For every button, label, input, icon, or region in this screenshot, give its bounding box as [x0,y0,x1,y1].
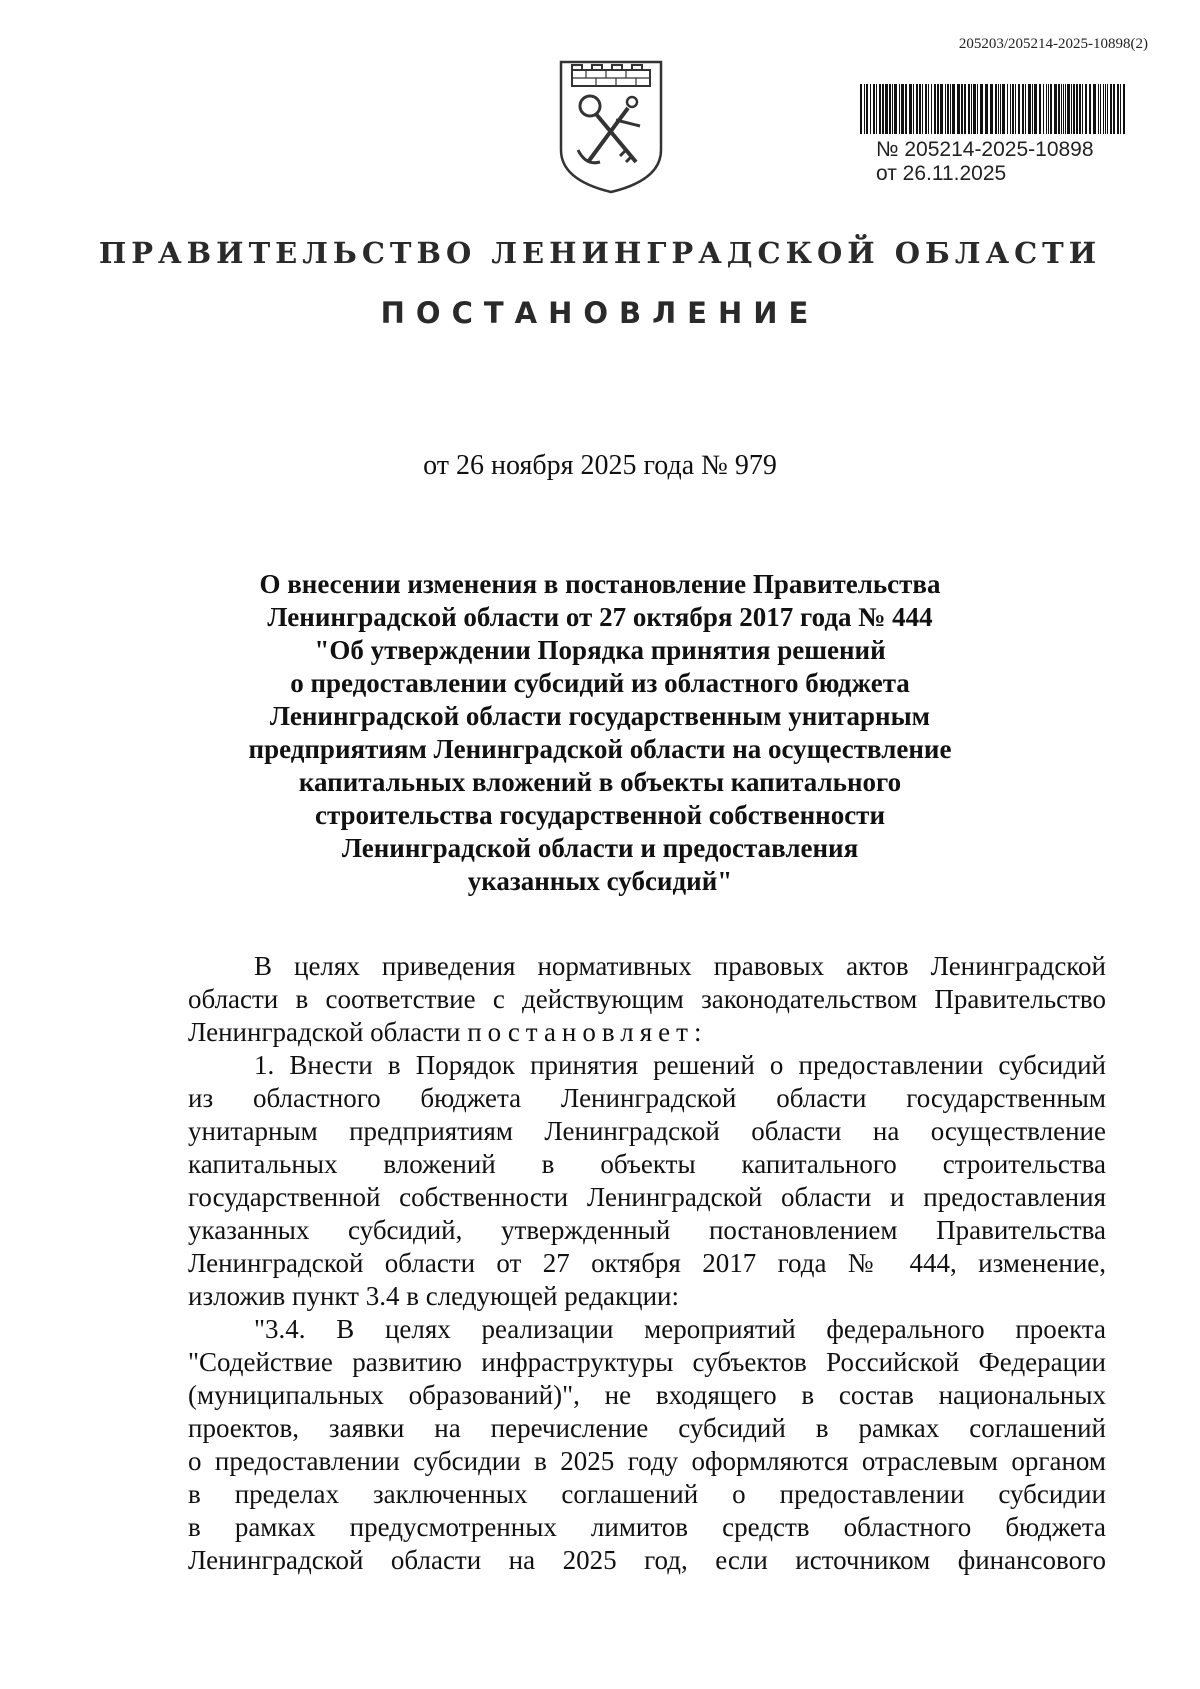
body-line: "3.4. В целях реализации мероприятий федерального проекта [254,1314,1106,1344]
barcode-bar [934,84,936,134]
heading-line: О внесении изменения в постановление Правительства [259,569,941,599]
barcode-bar [864,84,865,134]
barcode-bar [950,84,951,134]
decree-operative-word: постановляет: [467,1017,708,1047]
heading-line: предприятиям Ленинградской области на осуществление [248,734,952,764]
barcode-bar [1058,84,1060,134]
barcode-bar [873,84,875,134]
barcode-bar [1079,84,1081,134]
barcode-bar [1105,84,1106,134]
barcode-bar [1093,84,1096,134]
barcode-bar [870,84,871,134]
body-line: в рамках предусмотренных лимитов средств областного бюджета [188,1512,1106,1542]
barcode-bar [1071,84,1072,134]
barcode-bar [947,84,949,134]
barcode-bar [1039,84,1041,134]
barcode-bar [995,84,997,134]
body-line: указанных субсидий, утвержденный постановлением Правительства [188,1215,1106,1245]
barcode-bar [928,84,929,134]
body-line: Ленинградской области от 27 октября 2017 года № 444, изменение, [188,1248,1106,1278]
barcode-bar [1073,84,1075,134]
body-line: государственной собственности Ленинградской области и предоставления [188,1182,1106,1212]
barcode-bar [1002,84,1005,134]
barcode-bar [1054,84,1057,134]
barcode-bar [894,84,897,134]
barcode-bar [1089,84,1091,134]
barcode-bar [971,84,972,134]
barcode-bar [1100,84,1101,134]
barcode-bar [1000,84,1001,134]
barcode-bar [1050,84,1052,134]
barcode-bar [1065,84,1066,134]
barcode-bar [961,84,963,134]
body-line: унитарным предприятиям Ленинградской области на осуществление [188,1116,1106,1146]
heading-line: Ленинградской области и предоставления [341,833,859,863]
body-line: о предоставлении субсидии в 2025 году оформляются отраслевым органом [188,1446,1106,1476]
registration-date: от 26.11.2025 [876,162,1007,185]
barcode-bar [964,84,966,134]
document-id: 205203/205214-2025-10898(2) [958,36,1148,52]
heading-line: строительства государственной собственности [314,800,886,830]
barcode-bar [1018,84,1020,134]
barcode-bar [973,84,976,134]
barcode-bar [980,84,983,134]
barcode-bar [968,84,970,134]
heading-line: Ленинградской области от 27 октября 2017 года № 444 [267,602,933,632]
barcode-bar [937,84,939,134]
barcode-bar [990,84,993,134]
barcode-bar [919,84,921,134]
barcode-bar [1107,84,1108,134]
heading-line: о предоставлении субсидий из областного бюджета [290,668,910,698]
barcode-bar [860,84,862,134]
body-line: "Содействие развитию инфраструктуры субъектов Российской Федерации [188,1347,1106,1377]
barcode-bar [952,84,955,134]
barcode-bar [876,84,877,134]
barcode-bar [1032,84,1033,134]
heading-line: "Об утверждении Порядка принятия решений [314,635,886,665]
barcode-bar [957,84,960,134]
decree-date-number: от 26 ноября 2025 года № 979 [423,450,777,481]
barcode-bar [1117,84,1119,134]
barcode-bar [913,84,914,134]
barcode-bar [1048,84,1049,134]
barcode-bar [1076,84,1078,134]
barcode-icon [858,84,1128,134]
registration-block [876,138,1094,186]
barcode-bar [1123,84,1125,134]
decree-heading [240,568,960,898]
barcode-bar [905,84,907,134]
barcode-bar [1028,84,1031,134]
body-line [188,1016,1106,1049]
body-line: (муниципальных образований)", не входящего в состав национальных [188,1380,1106,1410]
barcode-bar [1015,84,1016,134]
barcode-bar [1046,84,1047,134]
coat-of-arms-icon [556,58,666,196]
barcode-bar [1022,84,1024,134]
barcode-bar [1120,84,1121,134]
barcode-bar [901,84,904,134]
body-line: проектов, заявки на перечисление субсидий в рамках соглашений [188,1413,1106,1443]
barcode-bar [899,84,900,134]
body-line: В целях приведения нормативных правовых актов Ленинградской [254,951,1106,981]
barcode-bar [866,84,868,134]
body-line: изложив пункт 3.4 в следующей редакции: [188,1281,680,1311]
body-text-fragment: Ленинградской области [188,1017,461,1047]
registration-number: № 205214-2025-10898 [876,138,1094,161]
barcode-bar [1098,84,1099,134]
body-line: в пределах заключенных соглашений о предоставлении субсидии [188,1479,1106,1509]
barcode-bar [1034,84,1037,134]
barcode-bar [1012,84,1014,134]
decree-title: ПОСТАНОВЛЕНИЕ [380,296,820,330]
barcode-bar [1025,84,1026,134]
barcode-bar [1082,84,1083,134]
barcode-bar [977,84,978,134]
barcode-bar [1043,84,1044,134]
barcode-bar [1061,84,1062,134]
barcode-bar [1103,84,1104,134]
barcode-bar [1110,84,1112,134]
barcode-bar [1067,84,1070,134]
barcode-bar [945,84,946,134]
body-line: Ленинградской области на 2025 год, если источником финансового [188,1545,1106,1575]
barcode-bar [1010,84,1011,134]
barcode-bar [925,84,927,134]
barcode-bar [1063,84,1064,134]
barcode-bar [889,84,891,134]
body-line: капитальных вложений в объекты капитального строительства [188,1149,1106,1179]
decree-body [188,950,1106,1577]
barcode-bar [931,84,932,134]
barcode-bar [922,84,923,134]
barcode-bar [885,84,888,134]
barcode-bar [940,84,943,134]
heading-line: капитальных вложений в объекты капитального [298,767,902,797]
body-line: 1. Внести в Порядок принятия решений о предоставлении субсидий [254,1050,1106,1080]
barcode-bar [1007,84,1008,134]
barcode-bar [1085,84,1087,134]
barcode-bar [909,84,912,134]
barcode-bar [916,84,918,134]
body-line: области в соответствие с действующим законодательством Правительство [188,984,1106,1014]
barcode-bar [882,84,884,134]
heading-line: Ленинградской области государственным унитарным [269,701,931,731]
heading-line: указанных субсидий" [467,866,733,896]
body-line: из областного бюджета Ленинградской области государственным [188,1083,1106,1113]
barcode-bar [1113,84,1115,134]
government-title: ПРАВИТЕЛЬСТВО ЛЕНИНГРАДСКОЙ ОБЛАСТИ [98,236,1102,270]
barcode-bar [998,84,999,134]
barcode-bar [985,84,988,134]
barcode-bar [892,84,893,134]
barcode-bar [879,84,881,134]
